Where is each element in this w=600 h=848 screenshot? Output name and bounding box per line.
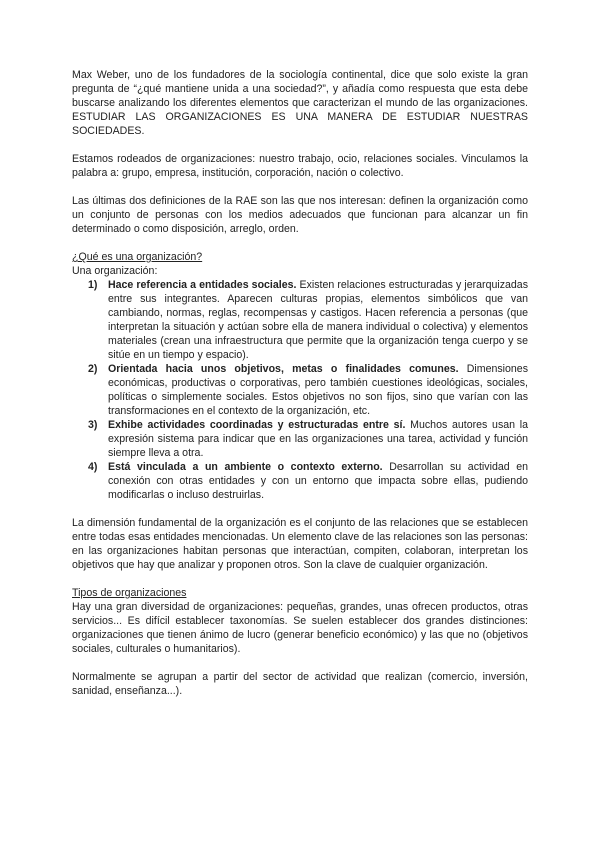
- document-page: [72, 68, 528, 698]
- list-item: [72, 418, 528, 460]
- list-item: [72, 278, 528, 362]
- section-lead: Una organización:: [72, 265, 158, 277]
- list-item-title: Está vinculada a un ambiente o contexto externo.: [108, 461, 383, 473]
- section-heading-que-es: ¿Qué es una organización?: [72, 251, 203, 263]
- list-item: [72, 362, 528, 418]
- list-item-title: Hace referencia a entidades sociales.: [108, 279, 297, 291]
- intro-paragraph-surrounded: Estamos rodeados de organizaciones: nuestro trabajo, ocio, relaciones sociales. Vinculamos la palabra a: grupo, empresa, institución, corporación, nación o colectivo.: [72, 153, 528, 179]
- tipos-paragraph-sector: Normalmente se agrupan a partir del sector de actividad que realizan (comercio, inversión, sanidad, enseñanza...).: [72, 671, 528, 697]
- list-item-text: Existen relaciones estructuradas y jerarquizadas entre sus integrantes. Aparecen culturas propias, elementos simbólicos que van cambiando, normas, reglas, recompensas y castigos. Hacen referencia a personas (que interpretan la situación y actúan sobre ella de manera individual o colectiva) y elementos materiales (crean una infraestructura que permite que la organización tenga cuerpo y se sitúe en un tiempo y espacio).: [108, 279, 528, 361]
- list-number: 3): [88, 419, 98, 431]
- section-heading-tipos: Tipos de organizaciones: [72, 587, 187, 599]
- closing-paragraph: La dimensión fundamental de la organización es el conjunto de las relaciones que se establecen entre todas esas entidades mencionadas. Un elemento clave de las relaciones son las personas: en las organizaciones habitan personas que interactúan, compiten, colaboran, interpretan los objetivos que hay que analizar y proponen otros. Son la clave de cualquier organización.: [72, 517, 528, 571]
- tipos-paragraph-diversity: Hay una gran diversidad de organizaciones: pequeñas, grandes, unas ofrecen productos, otras servicios... Es difícil establecer taxonomías. Se suelen establecer dos grandes distinciones: organizaciones que tienen ánimo de lucro (generar beneficio económico) y las que no (objetivos sociales, culturales o humanitarios).: [72, 601, 528, 655]
- list-item: [72, 460, 528, 502]
- list-number: 1): [88, 279, 98, 291]
- list-item-text: Desarrollan su actividad en conexión con otras entidades y con un entorno que impacta sobre ellas, pudiendo modificarlas o incluso destruirlas.: [108, 461, 529, 501]
- list-number: 2): [88, 363, 98, 375]
- list-item-text: Dimensiones económicas, productivas o corporativas, pero también cuestiones ideológicas, sociales, políticas o simplemente sociales. Estos objetivos no son fijos, sino que varían con las transformaciones en el contexto de la organización, etc.: [108, 363, 528, 417]
- intro-paragraph-weber: Max Weber, uno de los fundadores de la sociología continental, dice que solo existe la gran pregunta de “¿qué mantiene unida a una sociedad?”, y añadía como respuesta que esta debe buscarse analizando los diferentes elementos que caracterizan el mundo de las organizaciones. ESTUDIAR LAS ORGANIZACIONES ES UNA MANERA DE ESTUDIAR NUESTRAS SOCIEDADES.: [72, 69, 528, 137]
- characteristics-list: [72, 278, 528, 502]
- intro-paragraph-rae: Las últimas dos definiciones de la RAE son las que nos interesan: definen la organización como un conjunto de personas con los medios adecuados que funcionan para alcanzar un fin determinado o como disposición, arreglo, orden.: [72, 195, 528, 235]
- list-item-title: Exhibe actividades coordinadas y estructuradas entre sí.: [108, 419, 406, 431]
- list-number: 4): [88, 461, 98, 473]
- list-item-title: Orientada hacia unos objetivos, metas o finalidades comunes.: [108, 363, 459, 375]
- list-item-text: Muchos autores usan la expresión sistema para indicar que en las organizaciones una tarea, actividad y función siempre lleva a otra.: [108, 419, 528, 459]
